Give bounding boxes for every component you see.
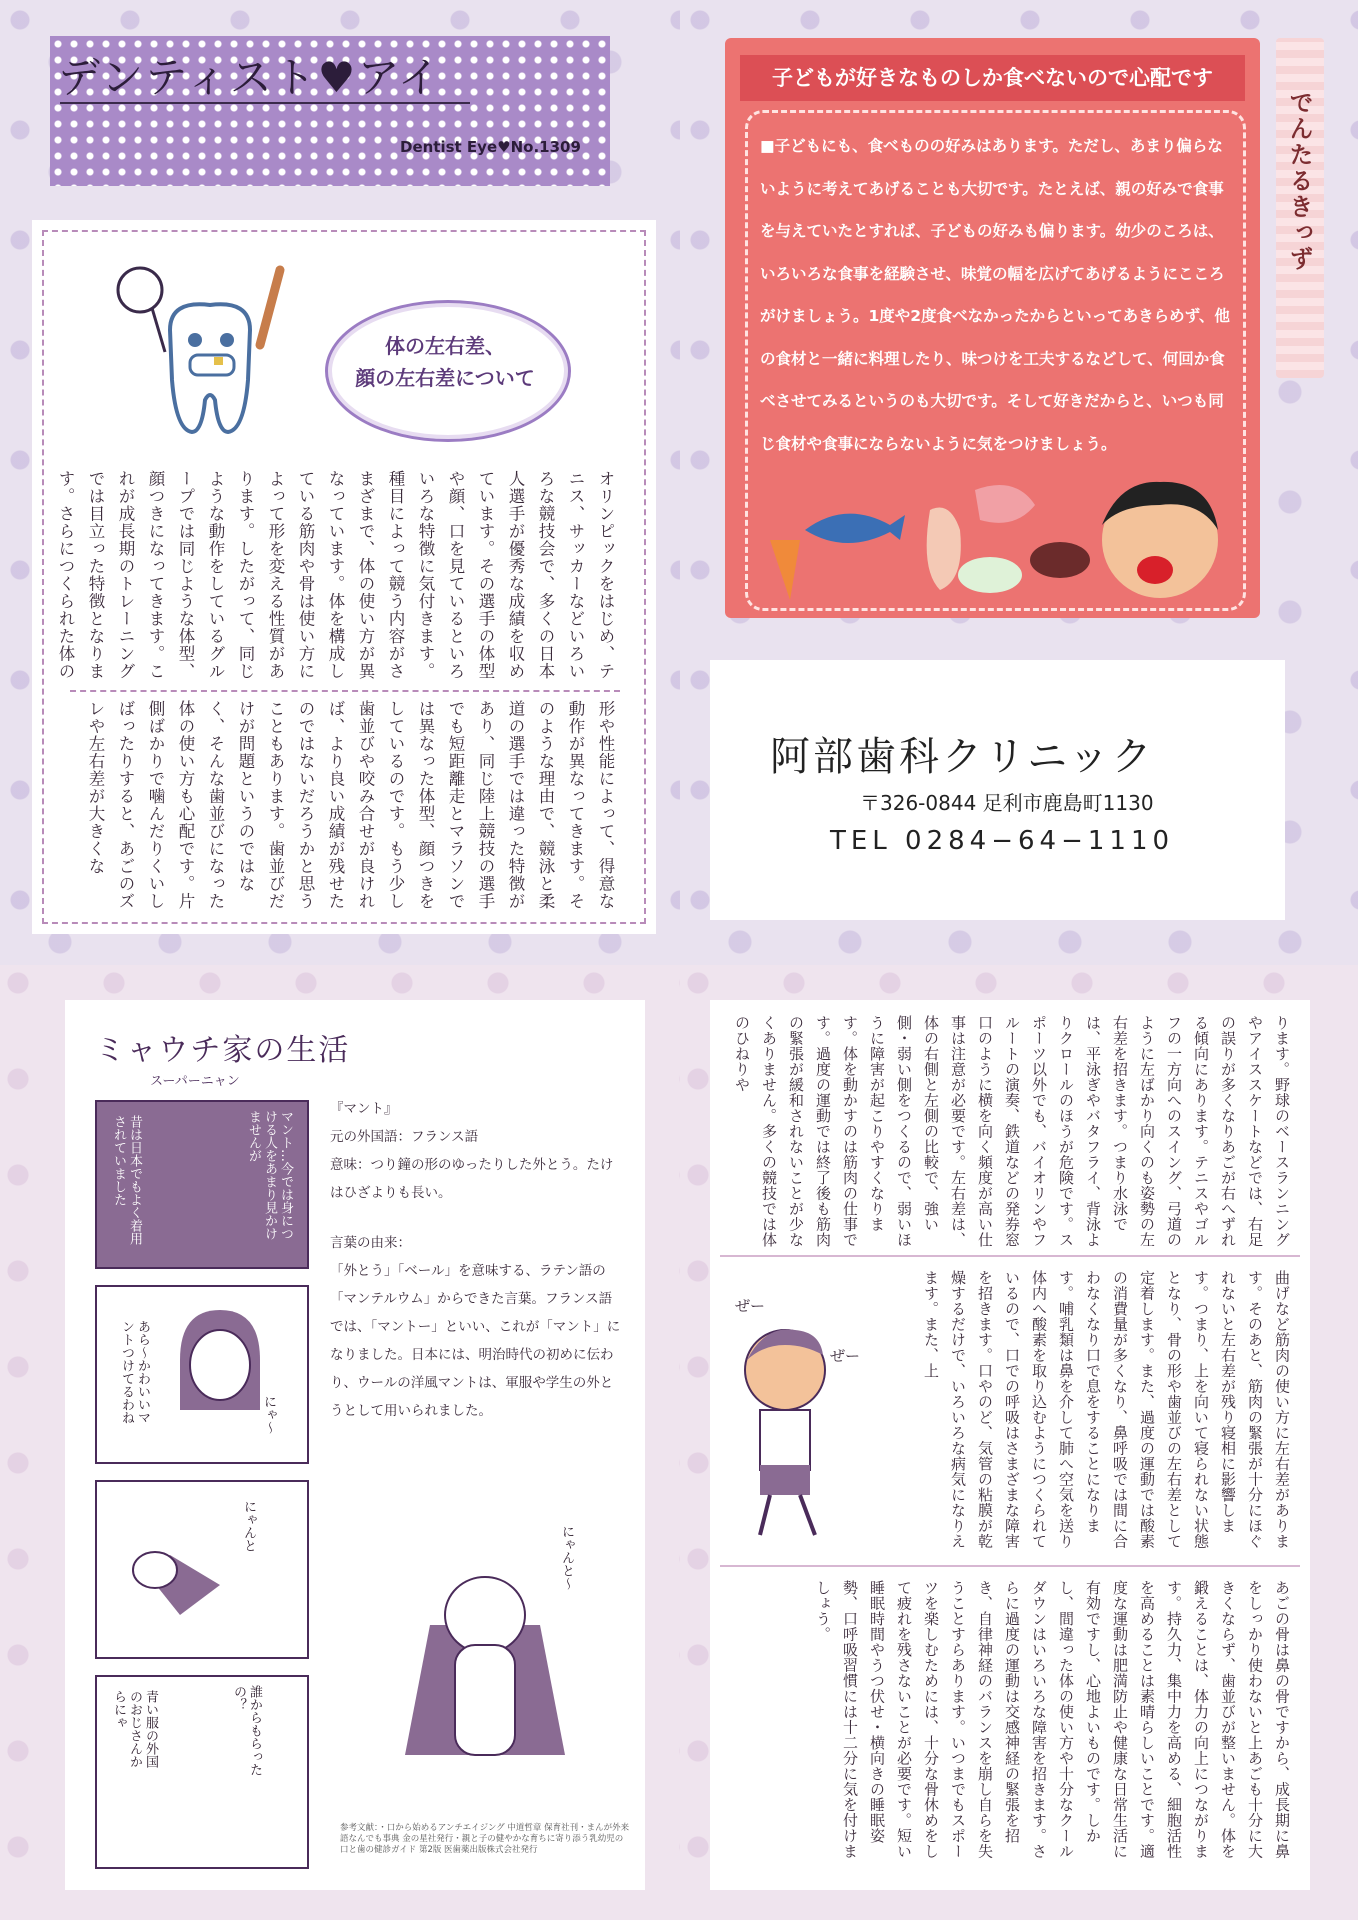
mantle-origin: 元の外国語：フランス語 xyxy=(330,1129,479,1145)
speech-bubble: 昔は日本でもよく着用されていました xyxy=(111,1115,142,1245)
column-divider xyxy=(70,690,620,692)
sound-effect: にゃんと〜 xyxy=(559,1525,574,1590)
banner-title: デンティスト♥アイ xyxy=(58,53,442,102)
mantle-meaning: 意味：つり鐘の形のゆったりした外とう。たけはひざよりも長い。 xyxy=(330,1157,614,1201)
banner-underline xyxy=(60,102,470,104)
speech-bubble: マント…今では身につける人をあまり見かけませんが xyxy=(246,1110,293,1240)
article-column-3: ります。野球のベースランニングやアイススケートなどでは、右足の誤りが多くなりあごが右へずれる傾向にあります。テニスやゴルフの一方向へのスイング、弓道のように左ばかり向くのも姿勢の左右差を招きます。つまり水泳では、平泳ぎやバタフライ、背泳よりクロールのほうが危険です。スポーツ以外でも、バイオリンやフルートの演奏、鉄道などの発券窓口のように横を向く頻度が高い仕事は注意が必要です。左右差は、体の右側と左側の比較で、強い側・弱い側をつくるので、弱いほうに障害が起こりやすくなります。体を動かすのは筋肉の仕事です。過度の運動では終了後も筋肉の緊張が緩和されないことが少なくありません。多くの競技では体のひねりや xyxy=(733,1015,1291,1248)
article-column-2: 形や性能によって、得意な動作が異なってきます。そのような理由で、競泳と柔道の選手では違った特徴があり、同じ陸上競技の選手でも短距離走とマラソンでは異なった体型、顔つきをしているのです。もう少し歯並びや咬み合せが良ければ、より良い成績が残せたのではないだろうかと思うこともあります。歯並びだけが問題というのではなく、そんな歯並びになった体の使い方も心配です。片側ばかりで噛んだりくいしばったりすると、あごのズレや左右差が大きくな xyxy=(86,700,615,910)
caped-cat-icon xyxy=(400,1555,570,1775)
article-continuation-panel xyxy=(680,965,1358,1920)
issue-number: Dentist Eye♥No.1309 xyxy=(400,138,581,156)
column-divider xyxy=(720,1565,1300,1567)
mantle-heading: 『マント』 xyxy=(330,1101,398,1117)
mantle-source-heading: 言葉の由来： xyxy=(330,1235,411,1251)
tooth-mascot-icon xyxy=(110,260,310,460)
pink-card-body: ■子どもにも、食べものの好みはあります。ただし、あまり偏らないように考えてあげることも大切です。たとえば、親の好みで食事を与えていたとすれば、子どもの好みも偏ります。幼少のころは、いろいろな食事を経験させ、味覚の幅を広げてあげるようにこころがけましょう。1度や2度食べなかったからといってあきらめず、他の食材と一緒に料理したり、味つけを工夫するなどして、何回か食べさせてみるというのも大切です。そして好きだからと、いつも同じ食材や食事にならないように気をつけましょう。 xyxy=(760,137,1230,453)
sound-effect: ぜー xyxy=(830,1347,861,1365)
comic-title: ミャウチ家の生活 xyxy=(95,1033,351,1068)
flying-cat-icon xyxy=(110,1525,230,1635)
food-illustration-icon xyxy=(760,470,1220,610)
sound-effect: にゃんと xyxy=(241,1500,256,1552)
mantle-source: 「外とう」「ベール」を意味する、ラテン語の「マンテルウム」からできた言葉。フランス語では、「マントー」といい、これが「マント」になりました。日本には、明治時代の初めに伝わり、ウールの洋風マントは、軍服や学生の外とうとして用いられました。 xyxy=(330,1263,621,1419)
article-column-4: 曲げなど筋肉の使い方に左右差があります。そのあと、筋肉の緊張が十分にほぐれないと左右差が残り寝相に影響します。つまり、上を向いて寝られない状態となり、骨の形や歯並びの左右差として定着します。また、過度の運動では酸素の消費量が多くなり、鼻呼吸では間に合わなくなり口で息をすることになります。哺乳類は鼻を介して肺へ空気を送り体内へ酸素を取り込むようにつくられているので、口での呼吸はさまざまな障害を招きます。口やのど、気管の粘膜が乾燥するだけで、いろいろな病気になりえます。また、上 xyxy=(922,1270,1291,1549)
clinic-address: 〒326-0844 足利市鹿島町1130 xyxy=(860,791,1154,815)
side-tag-label: でんたるきっず xyxy=(1285,90,1313,272)
article-column-5: あごの骨は鼻の骨ですから、成長期に鼻をしっかり使わないと上あごも十分に大きくならず、歯並びが整いません。体を鍛えることは、体力の向上につながります。持久力、集中力を高める、細胞活性を高めることは素晴らしいことです。適度な運動は肥満防止や健康な日常生活に有効ですし、心地よいものです。しかし、間違った体の使い方や十分なクールダウンはいろいろな障害を招きます。さらに過度の運動は交感神経の緊張を招き、自律神経のバランスを崩し自らを失うことすらあります。いつまでもスポーツを楽しむためには、十分な骨休めをして疲れを残さないことが必要です。短い睡眠時間やうつ伏せ・横向きの睡眠姿勢、口呼吸習慣には十二分に気を付けましょう。 xyxy=(814,1580,1291,1859)
speech-bubble: 誰からもらったの？ xyxy=(231,1685,262,1776)
woman-figure-icon xyxy=(160,1300,280,1450)
references: 参考文献：・口から始めるアンチエイジング 中道哲章 保育社刊・まんが外来語なんでも事典 金の星社発行・親と子の健やかな育ちに寄り添う乳幼児の口と歯の健診ガイド 第2版 医歯薬出版株式会社発行 xyxy=(340,1823,630,1855)
comic-subtitle: スーパーニャン xyxy=(150,1074,240,1089)
speech-bubble: あら〜かわいいマントつけてるわね xyxy=(119,1320,150,1424)
topic-title: 体の左右差、 顔の左右差について xyxy=(355,334,535,390)
article-column-1: オリンピックをはじめ、テニス、サッカーなどいろいろな競技会で、多くの日本人選手が優秀な成績を収めています。その選手の体型や顔、口を見ているといろいろな特徴に気付きます。種目によって競う内容がさまざまで、体の使い方が異なっています。体を構成している筋肉や骨は使い方によって形を変える性質があります。したがって、同じような動作をしているグループでは同じような体型、顔つきになってきます。これが成長期のトレーニングでは目立った特徴となります。さらにつくられた体の xyxy=(56,470,615,680)
dentist-eye-panel xyxy=(0,0,680,965)
clinic-phone: TEL 0284−64−1110 xyxy=(830,826,1175,856)
pink-card-title: 子どもが好きなものしか食べないので心配です xyxy=(740,55,1245,101)
sound-effect: にゃ〜 xyxy=(261,1395,276,1434)
comic-panel xyxy=(0,965,680,1920)
column-divider xyxy=(720,1255,1300,1257)
clinic-name: 阿部歯科クリニック xyxy=(770,734,1155,780)
mantle-explanation xyxy=(330,1095,625,1425)
dental-kids-panel xyxy=(680,0,1358,965)
speech-bubble: 青い服の外国のおじさんからにゃ xyxy=(111,1690,158,1768)
sound-effect: ぜー xyxy=(735,1297,766,1315)
